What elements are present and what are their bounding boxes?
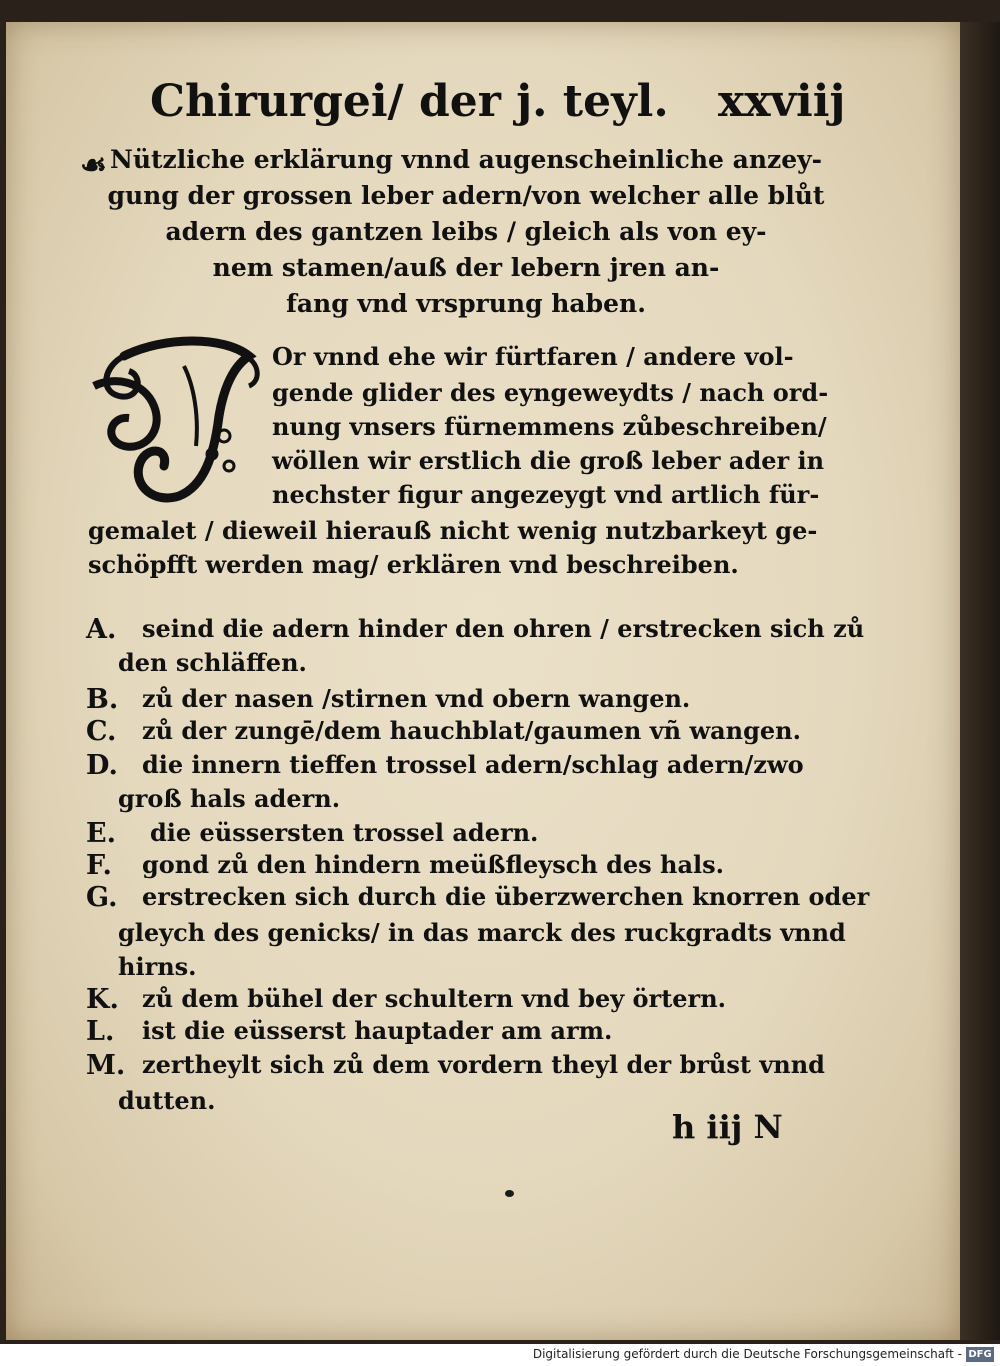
legend-letter-k: K.	[86, 984, 119, 1015]
body-line: wöllen wir erstlich die groß leber ader in	[272, 446, 825, 475]
dfg-logo[interactable]: DFG	[966, 1347, 994, 1362]
legend-letter-d: D.	[86, 750, 118, 781]
legend-text: den schläffen.	[118, 648, 307, 677]
legend-letter-c: C.	[86, 716, 117, 747]
legend-text: die eüssersten trossel adern.	[150, 818, 539, 847]
legend-text: die innern tieffen trossel adern/schlag adern/zwo	[142, 750, 804, 779]
body-line: gende glider des eyngeweydts / nach ord-	[272, 378, 829, 407]
decorated-initial-icon	[84, 336, 264, 506]
legend-letter-e: E.	[86, 818, 116, 849]
body-line: gemalet / dieweil hierauß nicht wenig nutzbarkeyt ge-	[88, 516, 818, 545]
footer-credit: Digitalisierung gefördert durch die Deutsche Forschungsgemeinschaft -	[532, 1347, 962, 1361]
footer-bar	[0, 1344, 1000, 1366]
legend-text: dutten.	[118, 1086, 216, 1115]
legend-text: gleych des genicks/ in das marck des ruckgradts vnnd	[118, 918, 846, 947]
heading-line: nem stamen/auß der lebern jren an-	[212, 253, 720, 282]
body-line: schöpfft werden mag/ erklären vnd beschreiben.	[88, 550, 739, 579]
signature-mark: h iij N	[672, 1108, 783, 1146]
legend-letter-f: F.	[86, 850, 112, 881]
heading-line: Nützliche erklärung vnnd augenscheinliche anzey-	[109, 145, 822, 174]
legend-text: zertheylt sich zů dem vordern theyl der brůst vnnd	[142, 1050, 825, 1079]
legend-text: zů dem bühel der schultern vnd bey örtern.	[142, 984, 726, 1013]
legend-text: zů der nasen /stirnen vnd obern wangen.	[142, 684, 691, 713]
heading-line: adern des gantzen leibs / gleich als von ey-	[165, 217, 767, 246]
legend-text: groß hals adern.	[118, 784, 341, 813]
body-line: nechster figur angezeygt vnd artlich für-	[272, 480, 820, 509]
ink-dot	[505, 1190, 514, 1197]
legend-letter-b: B.	[86, 684, 119, 715]
pilcrow-icon: ☙	[80, 148, 107, 183]
legend-letter-g: G.	[86, 882, 118, 913]
running-header-title: Chirurgei/ der j. teyl.	[150, 76, 669, 127]
body-line: Or vnnd ehe wir fürtfaren / andere vol-	[272, 342, 794, 371]
legend-text: gond zů den hindern meüßfleysch des hals.	[142, 850, 725, 879]
legend-letter-l: L.	[86, 1016, 115, 1047]
legend-text: seind die adern hinder den ohren / erstrecken sich zů	[142, 614, 865, 643]
legend-letter-a: A.	[86, 614, 117, 645]
folio-number: xxviij	[718, 76, 846, 127]
legend-text: hirns.	[118, 952, 197, 981]
legend-text: ist die eüsserst hauptader am arm.	[142, 1016, 613, 1045]
heading-line: fang vnd vrsprung haben.	[286, 289, 646, 318]
body-line: nung vnsers fürnemmens zůbeschreiben/	[272, 412, 827, 441]
legend-text: zů der zungē/dem hauchblat/gaumen vñ wangen.	[142, 716, 801, 745]
page-edge	[960, 22, 1000, 1340]
legend-letter-m: M.	[86, 1050, 126, 1081]
heading-line: gung der grossen leber adern/von welcher alle blůt	[107, 181, 825, 210]
legend-text: erstrecken sich durch die überzwerchen knorren oder	[142, 882, 870, 911]
